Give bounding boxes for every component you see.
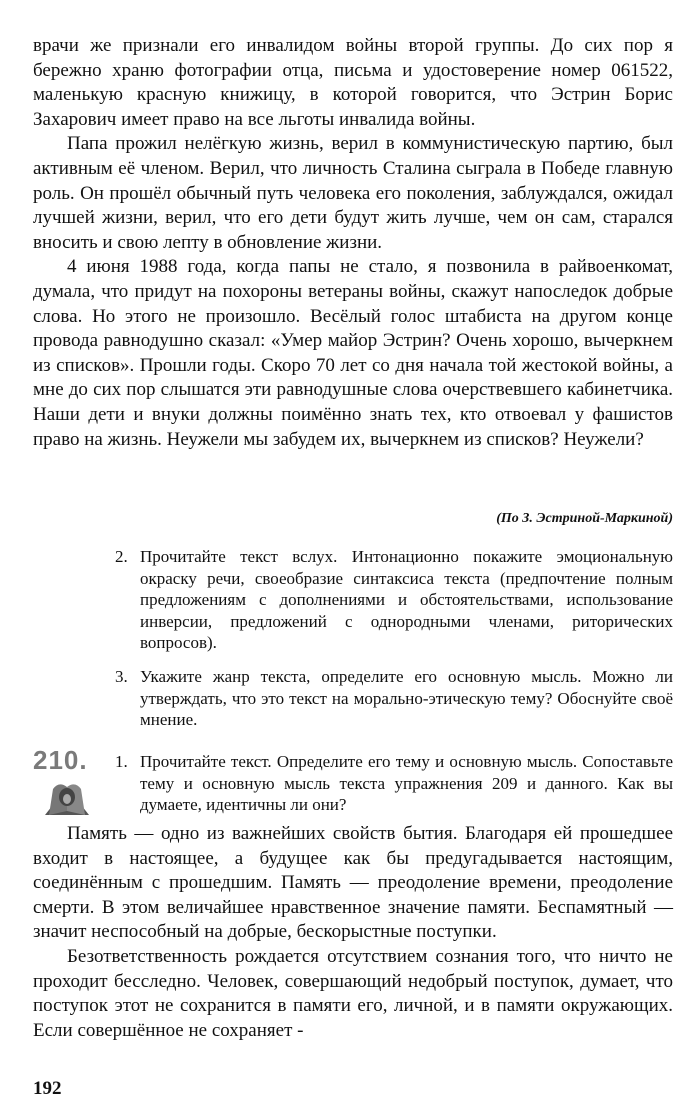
author-signature: (По З. Эстриной-Маркиной)	[496, 511, 673, 526]
task-text: Укажите жанр текста, определите его основную мысль. Можно ли утверждать, что это текст на морально-этическую тему? Обоснуйте своё мнение.	[140, 667, 673, 729]
task-number: 3.	[115, 667, 128, 686]
exercise-209-text	[33, 34, 673, 452]
task-2	[115, 546, 673, 654]
paragraph-responsibility: Безответственность рождается отсутствием сознания того, что ничто не проходит бесследно. Человек, совершающий недобрый поступок, думает, что поступок этот не сохранится в памяти его, личной, и в памяти окружающих. Если совершённое не сохраняет -	[33, 945, 673, 1041]
exercise-number: 210.	[33, 745, 88, 775]
paragraph-intro: врачи же признали его инвалидом войны второй группы. До сих пор я бережно храню фотографии отца, письма и удостоверение номер 061522, маленькую красную книжицу, в которой говорится, что Эстрин Борис Захарович имеет право на все льготы инвалида войны.	[33, 35, 673, 130]
paragraph-2: Папа прожил нелёгкую жизнь, верил в коммунистическую партию, был активным её членом. Верил, что личность Сталина сыграла в Победе главную роль. Он прошёл обычный путь человека его поколения, заблуждался, ожидал лучшей жизни, верил, что его дети будут жить лучше, чем он сам, старался вносить и свою лепту в обновление жизни.	[33, 133, 673, 253]
paragraph-3: 4 июня 1988 года, когда папы не стало, я позвонила в райвоенкомат, думала, что придут на похороны ветераны войны, скажут напоследок добрые слова. Но этого не произошло. Весёлый голос штабиста на другом конце провода равнодушно сказал: «Умер майор Эстрин? Очень хорошо, вычеркнем из списков». Прошли годы. Скоро 70 лет со дня начала той жестокой войны, а мне до сих пор слышатся эти равнодушные слова очерствевшего кабинетчика. Наши дети и внуки должны поимённо знать тех, кто отвоевал у фашистов право на жизнь. Неужели мы забудем их, вычеркнем из списков? Неужели?	[33, 256, 673, 450]
task-number: 1.	[115, 752, 128, 771]
task-text: Прочитайте текст вслух. Интонационно покажите эмоциональную окраску речи, своеобразие синтаксиса текста (предпочтение полным предложениям с дополнениями и обстоятельствами, использование инверсии, предложений с однородными членами, риторических вопросов).	[140, 547, 673, 652]
exercise-210-text	[33, 822, 673, 1043]
page-number: 192	[33, 1078, 62, 1099]
task-3	[115, 666, 673, 731]
task-number: 2.	[115, 547, 128, 566]
paragraph-memory: Память — одно из важнейших свойств бытия. Благодаря ей прошедшее входит в настоящее, а будущее как бы предугадывается настоящим, соединённым с прошедшим. Память — преодоление времени, преодоление смерти. В этом величайшее нравственное значение памяти. Беспамятный — значит неспособный на добрые, бескорыстные поступки.	[33, 823, 673, 943]
book-reading-icon	[37, 775, 97, 819]
exercise-210-task-1	[115, 751, 673, 816]
task-text: Прочитайте текст. Определите его тему и основную мысль. Сопоставьте тему и основную мысль текста упражнения 209 и данного. Как вы думаете, идентичны ли они?	[140, 752, 673, 814]
